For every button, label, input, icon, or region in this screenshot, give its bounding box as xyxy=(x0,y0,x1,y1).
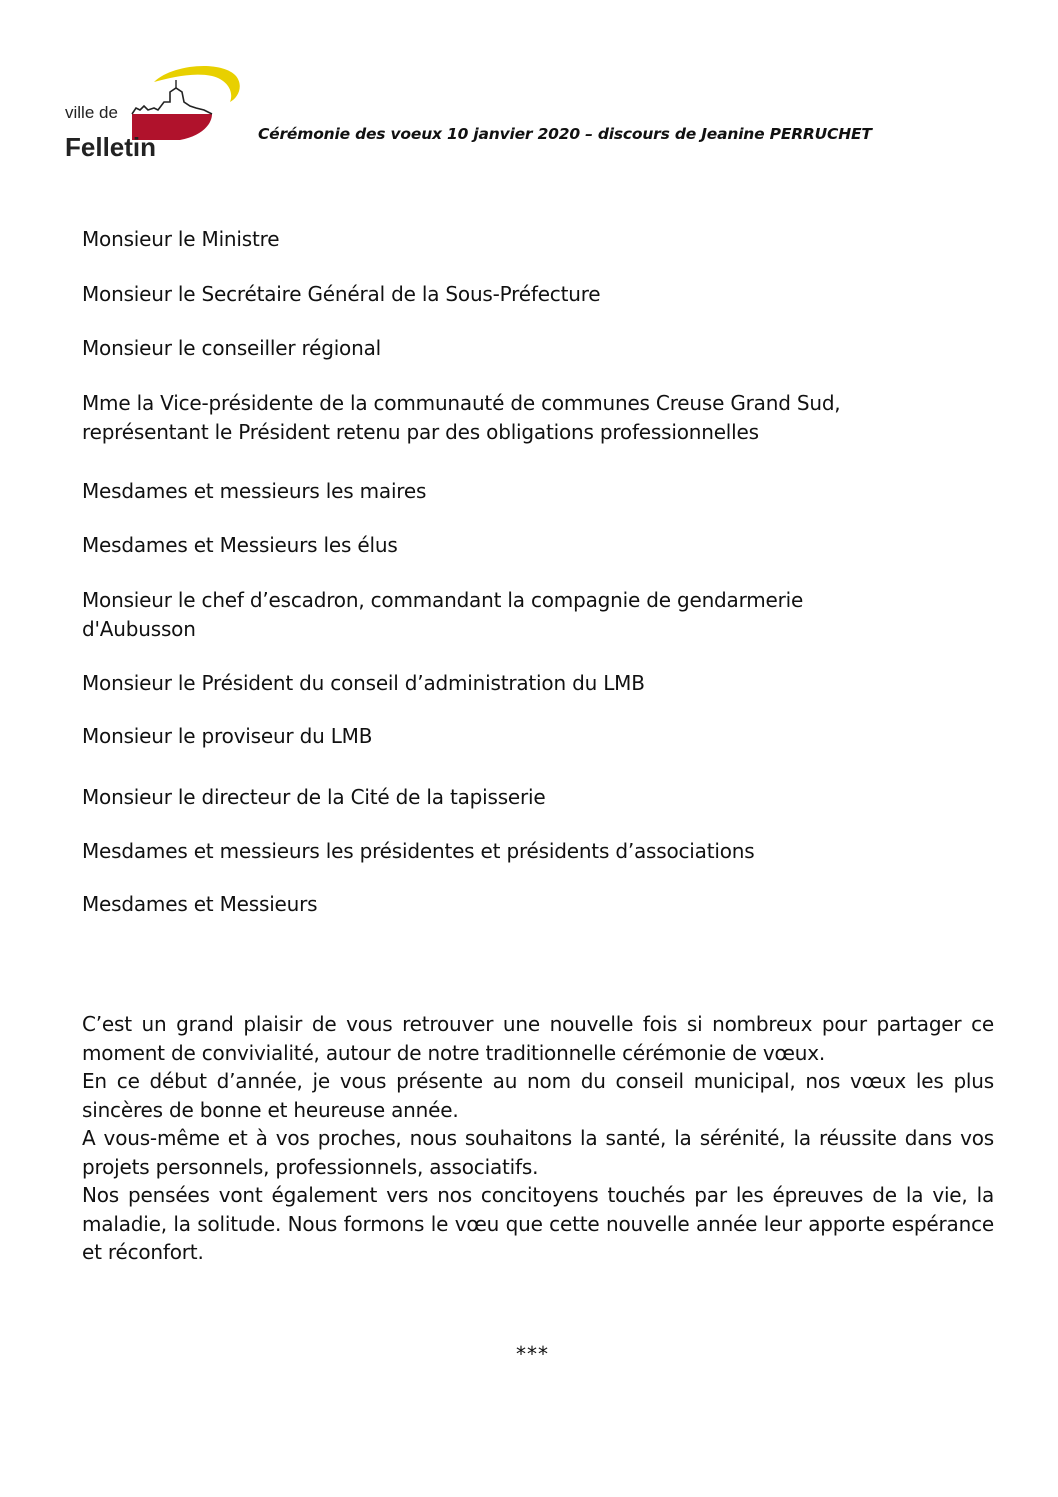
logo-line1: ville de xyxy=(65,103,118,122)
salutation-line: Monsieur le directeur de la Cité de la tapisserie xyxy=(82,785,546,809)
paragraph: C’est un grand plaisir de vous retrouver une nouvelle fois si nombreux pour partager ce moment de convivialité, autour de notre traditionnelle cérémonie de vœux. xyxy=(82,1012,994,1065)
salutation-line: Monsieur le Secrétaire Général de la Sous-Préfecture xyxy=(82,282,601,306)
salutation-line: Mesdames et messieurs les maires xyxy=(82,479,427,503)
paragraph: A vous-même et à vos proches, nous souhaitons la santé, la sérénité, la réussite dans vos projets personnels, professionnels, associatifs. xyxy=(82,1126,994,1179)
salutation-line: Monsieur le conseiller régional xyxy=(82,336,381,360)
salutation-line: d'Aubusson xyxy=(82,617,196,641)
salutation-line: Mme la Vice-présidente de la communauté de communes Creuse Grand Sud, xyxy=(82,391,841,415)
salutation-line: représentant le Président retenu par des obligations professionnelles xyxy=(82,420,759,444)
salutation-line: Monsieur le chef d’escadron, commandant la compagnie de gendarmerie xyxy=(82,588,804,612)
felletin-logo xyxy=(62,62,242,166)
salutation-line: Monsieur le Ministre xyxy=(82,227,280,251)
section-separator: *** xyxy=(516,1342,549,1366)
salutation-line: Mesdames et Messieurs les élus xyxy=(82,533,398,557)
salutation-line: Monsieur le Président du conseil d’administration du LMB xyxy=(82,671,645,695)
salutation-line: Monsieur le proviseur du LMB xyxy=(82,724,373,748)
paragraph: En ce début d’année, je vous présente au nom du conseil municipal, nos vœux les plus sincères de bonne et heureuse année. xyxy=(82,1069,994,1122)
paragraph: Nos pensées vont également vers nos concitoyens touchés par les épreuves de la vie, la maladie, la solitude. Nous formons le vœu que cette nouvelle année leur apporte espérance et réconfort. xyxy=(82,1183,994,1264)
salutation-line: Mesdames et Messieurs xyxy=(82,892,318,916)
logo-line2: Felletin xyxy=(65,132,157,162)
salutation-line: Mesdames et messieurs les présidentes et présidents d’associations xyxy=(82,839,755,863)
speech-body xyxy=(82,1010,994,1267)
document-title: Cérémonie des voeux 10 janvier 2020 – discours de Jeanine PERRUCHET xyxy=(258,125,872,143)
